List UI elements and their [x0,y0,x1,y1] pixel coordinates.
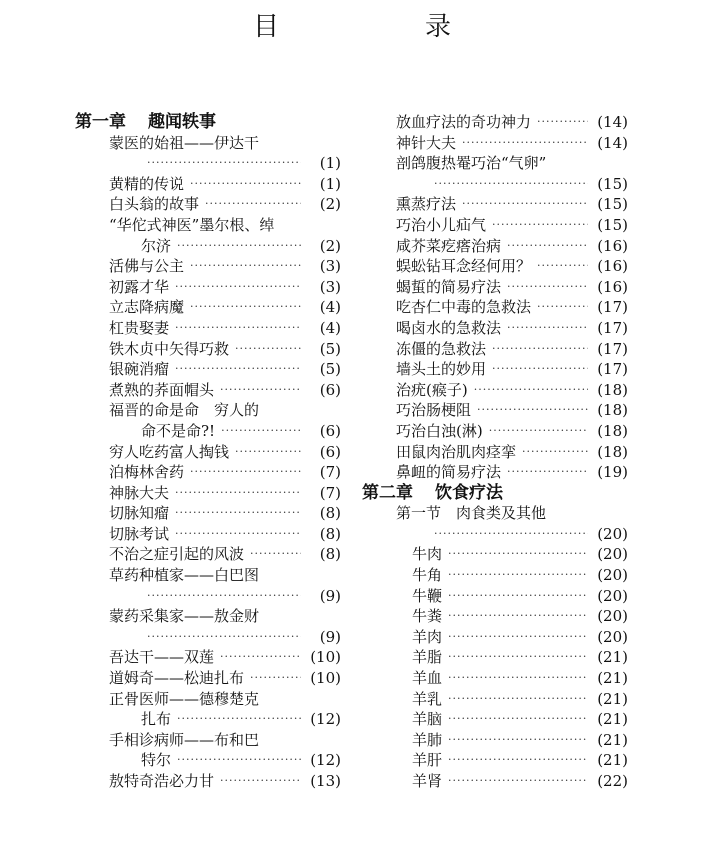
page-number: (6) [319,442,341,461]
toc-entry-continuation [75,236,341,257]
page-number: (15) [597,195,628,214]
toc-entry [362,462,628,483]
leader-dots [507,277,588,298]
toc-entry [75,215,341,236]
toc-entry [362,647,628,668]
toc-entry [75,730,341,751]
page-number: (3) [319,257,341,276]
toc-entry [75,339,341,360]
entry-title: 羊肾 [412,772,443,790]
toc-entry [75,174,341,195]
toc-entry-continuation [75,421,341,442]
toc-entry [75,483,341,504]
leader-dots [177,750,301,771]
leader-dots [177,709,301,730]
toc-entry [75,524,341,545]
entry-title: 穷人吃药富人掏钱 [109,442,230,461]
page-number: (22) [597,772,628,790]
leader-dots [522,442,588,463]
toc-entry-continuation [75,627,341,648]
toc-entry [362,544,628,565]
toc-entry [362,236,628,257]
entry-title: 蜈蚣钻耳念经何用？ [396,257,532,276]
leader-dots [190,256,301,277]
entry-title: 羊脑 [412,710,443,729]
toc-entry [75,668,341,689]
leader-dots [434,174,588,195]
toc-entry [362,318,628,339]
entry-title: 羊肺 [412,730,443,749]
toc-entry [75,565,341,586]
toc-entry-continuation [75,709,341,730]
leader-dots [190,462,301,483]
leader-dots [448,689,588,710]
page-number: (14) [597,133,628,152]
leader-dots [448,586,588,607]
entry-title: 蒙药采集家——敖金财 [109,607,260,626]
page-number: (15) [597,215,628,234]
toc-entry [362,339,628,360]
leader-dots [489,421,588,442]
page-number: (16) [597,257,628,276]
page-number: (18) [597,421,628,440]
toc-entry-continuation [75,153,341,174]
page-number: (20) [597,627,628,646]
leader-dots [448,565,588,586]
leader-dots [220,647,301,668]
toc-entry [75,689,341,710]
leader-dots [462,194,588,215]
chapter-name: 趣闻轶事 [148,112,216,132]
toc-entry [362,400,628,421]
entry-title: 治疣(瘊子) [396,380,468,399]
entry-title-continuation: 命不是命?! [141,421,216,440]
entry-title: 羊肉 [412,627,443,646]
leader-dots [448,668,588,689]
entry-title: 牛鞭 [412,586,443,605]
page-number: (18) [597,380,628,399]
leader-dots [175,359,301,380]
page-number: (17) [597,298,628,317]
entry-title: 不治之症引起的风波 [109,545,245,564]
page-number: (18) [597,442,628,461]
page-number: (8) [319,524,341,543]
entry-title: 神脉大夫 [109,483,170,502]
chapter-heading [75,112,341,133]
entry-title: 立志降病魔 [109,298,185,317]
leader-dots [220,771,301,792]
page-number: (1) [319,174,341,193]
entry-title: 咸芥菜疙瘩治病 [396,236,502,255]
toc-entry [362,709,628,730]
leader-dots [448,750,588,771]
entry-title: 羊脂 [412,648,443,667]
leader-dots [507,236,588,257]
leader-dots [147,586,301,607]
page-number: (13) [310,772,341,790]
entry-title: 黄精的传说 [109,174,185,193]
entry-title: 手相诊病师——布和巴 [109,730,260,749]
entry-title: 田鼠肉治肌肉痉挛 [396,442,517,461]
entry-title: 冻僵的急救法 [396,339,487,358]
page-number: (8) [319,545,341,564]
toc-entry [75,647,341,668]
toc-entry [75,503,341,524]
toc-entry [75,359,341,380]
leader-dots [507,318,588,339]
toc-entry [75,277,341,298]
page-number: (16) [597,277,628,296]
toc-right-column [362,112,628,792]
leader-dots [190,297,301,318]
entry-title: 蒙医的始祖——伊达干 [109,133,260,152]
toc-entry [75,297,341,318]
page-number: (7) [319,483,341,502]
entry-title: 煮熟的荞面帽头 [109,380,215,399]
entry-title: 神针大夫 [396,133,457,152]
leader-dots [492,339,588,360]
page-number: (15) [597,174,628,193]
entry-title-continuation: 特尔 [141,751,172,770]
page-number: (21) [597,730,628,749]
leader-dots [448,627,588,648]
toc-entry [75,133,341,154]
entry-title: 切脉考试 [109,524,170,543]
toc-entry [75,400,341,421]
toc-entry [75,442,341,463]
page-number: (16) [597,236,628,255]
entry-title: 杠贵娶妻 [109,318,170,337]
entry-title: 牛角 [412,566,443,585]
leader-dots [448,544,588,565]
toc-entry [362,194,628,215]
leader-dots [175,277,301,298]
toc-entry [362,689,628,710]
toc-entry [362,133,628,154]
page-number: (19) [597,463,628,482]
leader-dots [537,256,588,277]
entry-title: 草药种植家——白巴图 [109,566,260,585]
leader-dots [221,421,301,442]
leader-dots [147,627,301,648]
leader-dots [474,380,588,401]
entry-title: “华佗式神医”墨尔根、绰 [109,215,275,234]
page-number: (18) [597,401,628,420]
toc-entry [362,442,628,463]
leader-dots [177,236,301,257]
toc-entry [75,380,341,401]
leader-dots [175,524,301,545]
leader-dots [448,730,588,751]
toc-entry [362,380,628,401]
leader-dots [507,462,588,483]
spacer [126,112,148,133]
page-number: (14) [597,113,628,131]
toc-entry [362,606,628,627]
page-number: (21) [597,669,628,688]
toc-entry [362,771,628,792]
page-number: (3) [319,277,341,296]
entry-title: 羊血 [412,669,443,688]
entry-title: 敖特奇浩必力甘 [109,772,215,790]
entry-title: 放血疗法的奇功神力 [396,113,532,131]
leader-dots [147,153,301,174]
page-number: (20) [597,524,628,543]
entry-title: 巧治小儿疝气 [396,215,487,234]
toc-entry [362,627,628,648]
leader-dots [235,442,301,463]
entry-title: 吃杏仁中毒的急救法 [396,298,532,317]
entry-title-continuation: 扎布 [141,710,172,729]
page-number: (10) [310,669,341,688]
entry-title: 切脉知瘤 [109,504,170,523]
entry-title: 白头翁的故事 [109,195,200,214]
page-number: (21) [597,689,628,708]
entry-title: 银碗消瘤 [109,360,170,379]
toc-entry [362,750,628,771]
toc-entry [362,256,628,277]
page-number: (4) [319,298,341,317]
toc-entry [75,606,341,627]
entry-title: 蝎蜇的简易疗法 [396,277,502,296]
entry-title: 巧治白浊(淋) [396,421,483,440]
toc-entry [362,297,628,318]
entry-title: 牛肉 [412,545,443,564]
leader-dots [250,668,301,689]
entry-title: 活佛与公主 [109,257,185,276]
leader-dots [175,318,301,339]
toc-entry [75,544,341,565]
chapter-number: 第二章 [362,482,413,503]
leader-dots [537,297,588,318]
chapter-number: 第一章 [75,112,126,132]
leader-dots [492,359,588,380]
page-number: (20) [597,586,628,605]
toc-entry-continuation [362,524,628,545]
leader-dots [190,174,301,195]
page-number: (7) [319,463,341,482]
toc-entry [362,668,628,689]
page-title: 目 录 [252,12,511,42]
entry-title: 羊乳 [412,689,443,708]
toc-entry [362,153,628,174]
toc-entry [75,194,341,215]
leader-dots [175,503,301,524]
toc-entry [362,503,628,524]
leader-dots [537,112,588,133]
chapter-heading [362,483,628,504]
entry-title: 初露才华 [109,277,170,296]
entry-title: 喝卤水的急救法 [396,318,502,337]
leader-dots [448,771,588,792]
leader-dots [250,544,301,565]
spacer [413,483,435,504]
toc-entry [75,256,341,277]
entry-title: 正骨医师——德穆楚克 [109,689,260,708]
leader-dots [462,133,588,154]
toc-entry-continuation [75,586,341,607]
page-number: (9) [319,586,341,605]
entry-title-continuation: 尔济 [141,236,172,255]
leader-dots [175,483,301,504]
leader-dots [477,400,588,421]
entry-title: 羊肝 [412,751,443,770]
entry-title: 铁木贞中矢得巧救 [109,339,230,358]
leader-dots [220,380,301,401]
page-number: (21) [597,751,628,770]
toc-entry [362,112,628,133]
toc-entry-continuation [75,750,341,771]
entry-title: 道姆奇——松迪扎布 [109,669,245,688]
page-number: (5) [319,339,341,358]
page-number: (17) [597,339,628,358]
toc-entry [362,565,628,586]
entry-title: 福晋的命是命 穷人的 [109,401,260,420]
toc-entry [362,421,628,442]
leader-dots [205,194,301,215]
toc-left-column [75,112,341,792]
entry-title: 泊梅林舍药 [109,463,185,482]
page-number: (20) [597,566,628,585]
entry-title: 牛粪 [412,607,443,626]
toc-entry [362,730,628,751]
page-number: (12) [310,710,341,729]
page-number: (5) [319,360,341,379]
page-number: (6) [319,380,341,399]
page-number: (2) [319,236,341,255]
entry-title: 吾达干——双莲 [109,648,215,667]
page-number: (17) [597,318,628,337]
toc-entry-continuation [362,174,628,195]
page-number: (12) [310,751,341,770]
entry-title: 鼻衄的简易疗法 [396,463,502,482]
page-number: (9) [319,627,341,646]
toc-entry [362,277,628,298]
toc-entry [75,771,341,792]
toc-entry [75,318,341,339]
leader-dots [448,709,588,730]
leader-dots [448,606,588,627]
toc-entry [362,215,628,236]
page-number: (20) [597,607,628,626]
page-number: (10) [310,648,341,667]
entry-title: 剖鸽腹热罨巧治“气卵” [396,154,547,173]
page-number: (1) [319,154,341,173]
leader-dots [434,524,588,545]
page-number: (8) [319,504,341,523]
toc-entry [75,462,341,483]
page-number: (2) [319,195,341,214]
toc-entry [362,359,628,380]
page-number: (17) [597,360,628,379]
chapter-name: 饮食疗法 [435,482,503,503]
leader-dots [235,339,301,360]
entry-title: 熏蒸疗法 [396,195,457,214]
entry-title: 巧治肠梗阻 [396,401,472,420]
leader-dots [448,647,588,668]
leader-dots [492,215,588,236]
page-number: (21) [597,710,628,729]
entry-title: 墙头土的妙用 [396,360,487,379]
page-number: (20) [597,545,628,564]
page-number: (6) [319,421,341,440]
page-number: (21) [597,648,628,667]
toc-entry [362,586,628,607]
page-number: (4) [319,318,341,337]
entry-title: 第一节 肉食类及其他 [396,504,547,523]
